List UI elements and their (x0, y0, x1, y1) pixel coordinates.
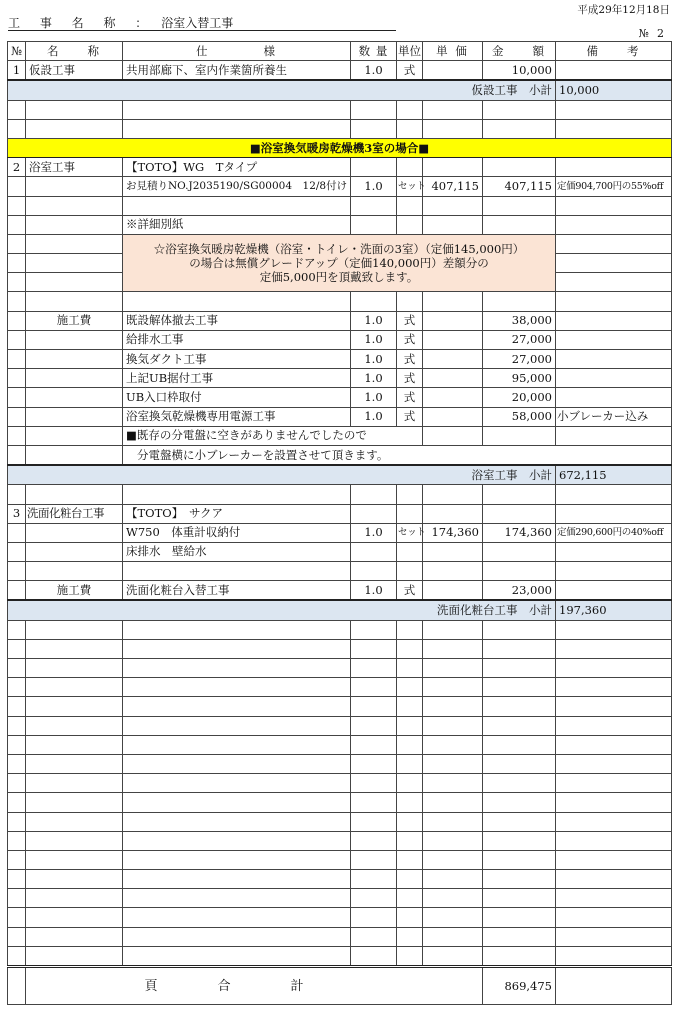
item-unit: 式 (397, 388, 423, 407)
item-spec: 上記UB据付工事 (123, 369, 351, 388)
page-total-label: 頁合計 (26, 967, 483, 1005)
item-amount: 27,000 (483, 330, 556, 349)
subtotal-value: 197,360 (556, 600, 672, 620)
col-unit: 単位 (397, 42, 423, 61)
item-qty: 1.0 (351, 350, 397, 369)
item-spec: W750 体重計収納付 (123, 523, 351, 542)
item-unit: 式 (397, 369, 423, 388)
detail-note: ※詳細別紙 (123, 215, 351, 234)
table-row (8, 581, 672, 601)
table-row (8, 908, 672, 927)
labor-label: 施工費 (26, 581, 123, 601)
item-spec: 【TOTO】 サクア (123, 504, 351, 523)
col-qty: 数 量 (351, 42, 397, 61)
table-row (8, 850, 672, 869)
labor-label: 施工費 (26, 311, 123, 330)
table-row (8, 234, 672, 253)
panel-note-line: ■既存の分電盤に空きがありませんでしたので (123, 426, 423, 445)
project-name-line (8, 14, 396, 31)
page-total-row (8, 967, 672, 1005)
banner-text: ■浴室換気暖房乾燥機3室の場合■ (8, 138, 672, 157)
item-remark: 定価904,700円の55%off (556, 177, 672, 196)
subtotal-label: 浴室工事 小計 (8, 465, 556, 485)
table-row (8, 177, 672, 196)
item-remark: 定価290,600円の40%off (556, 523, 672, 542)
item-qty: 1.0 (351, 407, 397, 426)
item-spec: 【TOTO】WG Tタイプ (123, 158, 351, 177)
item-amount: 407,115 (483, 177, 556, 196)
subtotal-row (8, 80, 672, 100)
item-name: 浴室工事 (26, 158, 123, 177)
item-unit: 式 (397, 407, 423, 426)
table-row (8, 754, 672, 773)
item-spec: 浴室換気乾燥機専用電源工事 (123, 407, 351, 426)
table-row (8, 330, 672, 349)
table-row (8, 562, 672, 581)
item-spec: 既設解体撤去工事 (123, 311, 351, 330)
col-amount: 金 額 (483, 42, 556, 61)
subtotal-row (8, 600, 672, 620)
table-row (8, 523, 672, 542)
col-name: 名 称 (26, 42, 123, 61)
subtotal-row (8, 465, 672, 485)
item-unit: セット (397, 177, 423, 196)
table-row (8, 407, 672, 426)
table-row (8, 927, 672, 946)
page-number (639, 27, 664, 40)
table-row (8, 735, 672, 754)
item-amount: 58,000 (483, 407, 556, 426)
table-row (8, 426, 672, 445)
project-label: 工 事 名 称 ： (8, 16, 156, 30)
table-row (8, 292, 672, 311)
col-remark: 備 考 (556, 42, 672, 61)
item-remark: 小ブレーカー込み (556, 407, 672, 426)
col-price: 単 価 (423, 42, 483, 61)
table-row (8, 620, 672, 639)
item-name: 仮設工事 (26, 61, 123, 81)
item-amount: 23,000 (483, 581, 556, 601)
subtotal-value: 672,115 (556, 465, 672, 485)
table-row (8, 388, 672, 407)
item-amount: 174,360 (483, 523, 556, 542)
item-no: 2 (8, 158, 26, 177)
item-price: 407,115 (423, 177, 483, 196)
upgrade-note-line: ☆浴室換気暖房乾燥機（浴室・トイレ・洗面の3室）（定価145,000円） (153, 242, 525, 257)
table-row (8, 485, 672, 504)
table-row (8, 215, 672, 234)
item-spec: お見積りNO.J2035190/SG00004 12/8付け (123, 177, 351, 196)
col-spec: 仕 様 (123, 42, 351, 61)
table-row (8, 831, 672, 850)
item-no: 1 (8, 61, 26, 81)
document-date: 平成29年12月18日 (577, 4, 670, 16)
panel-note-line: 分電盤横に小ブレーカーを設置させて頂きます。 (123, 445, 672, 465)
banner-row (8, 138, 672, 157)
item-qty: 1.0 (351, 61, 397, 81)
table-row (8, 678, 672, 697)
item-spec: 床排水 壁給水 (123, 542, 351, 561)
subtotal-label: 洗面化粧台工事 小計 (8, 600, 556, 620)
estimate-table (7, 41, 672, 1005)
table-row (8, 196, 672, 215)
table-row (8, 504, 672, 523)
table-row (8, 369, 672, 388)
table-row (8, 812, 672, 831)
upgrade-note-line: 定価5,000円を頂戴致します。 (259, 270, 419, 285)
table-row (8, 311, 672, 330)
item-unit: 式 (397, 311, 423, 330)
item-unit: セット (397, 523, 423, 542)
table-row (8, 350, 672, 369)
item-spec: 洗面化粧台入替工事 (123, 581, 351, 601)
item-qty: 1.0 (351, 311, 397, 330)
item-spec: 共用部廊下、室内作業箇所養生 (123, 61, 351, 81)
page-total-amount: 869,475 (483, 967, 556, 1005)
item-unit: 式 (397, 61, 423, 81)
item-amount: 27,000 (483, 350, 556, 369)
item-price: 174,360 (423, 523, 483, 542)
item-qty: 1.0 (351, 330, 397, 349)
upgrade-note (123, 234, 556, 292)
item-amount: 20,000 (483, 388, 556, 407)
table-row (8, 61, 672, 81)
table-row (8, 946, 672, 966)
table-row (8, 793, 672, 812)
upgrade-note-line: の場合は無償グレードアップ（定価140,000円）差額分の (189, 256, 489, 271)
table-row (8, 639, 672, 658)
item-spec: 換気ダクト工事 (123, 350, 351, 369)
page-number-value: 2 (657, 27, 664, 40)
header-row (8, 42, 672, 61)
subtotal-value: 10,000 (556, 80, 672, 100)
item-amount: 10,000 (483, 61, 556, 81)
table-row (8, 697, 672, 716)
table-row (8, 659, 672, 678)
item-name: 洗面化粧台工事 (26, 504, 123, 523)
table-row (8, 158, 672, 177)
item-unit: 式 (397, 330, 423, 349)
item-qty: 1.0 (351, 388, 397, 407)
table-row (8, 716, 672, 735)
item-qty: 1.0 (351, 177, 397, 196)
item-qty: 1.0 (351, 523, 397, 542)
item-qty: 1.0 (351, 581, 397, 601)
item-unit: 式 (397, 581, 423, 601)
item-spec: UB入口枠取付 (123, 388, 351, 407)
item-amount: 38,000 (483, 311, 556, 330)
item-qty: 1.0 (351, 369, 397, 388)
subtotal-label: 仮設工事 小計 (8, 80, 556, 100)
col-no: № (8, 42, 26, 61)
item-no: 3 (8, 504, 26, 523)
table-row (8, 100, 672, 119)
table-row (8, 870, 672, 889)
table-row (8, 119, 672, 138)
table-row (8, 774, 672, 793)
page-number-label: № (638, 27, 649, 40)
item-unit: 式 (397, 350, 423, 369)
table-row (8, 542, 672, 561)
table-row (8, 889, 672, 908)
table-row (8, 445, 672, 465)
item-spec: 給排水工事 (123, 330, 351, 349)
project-name: 浴室入替工事 (161, 16, 234, 30)
item-amount: 95,000 (483, 369, 556, 388)
